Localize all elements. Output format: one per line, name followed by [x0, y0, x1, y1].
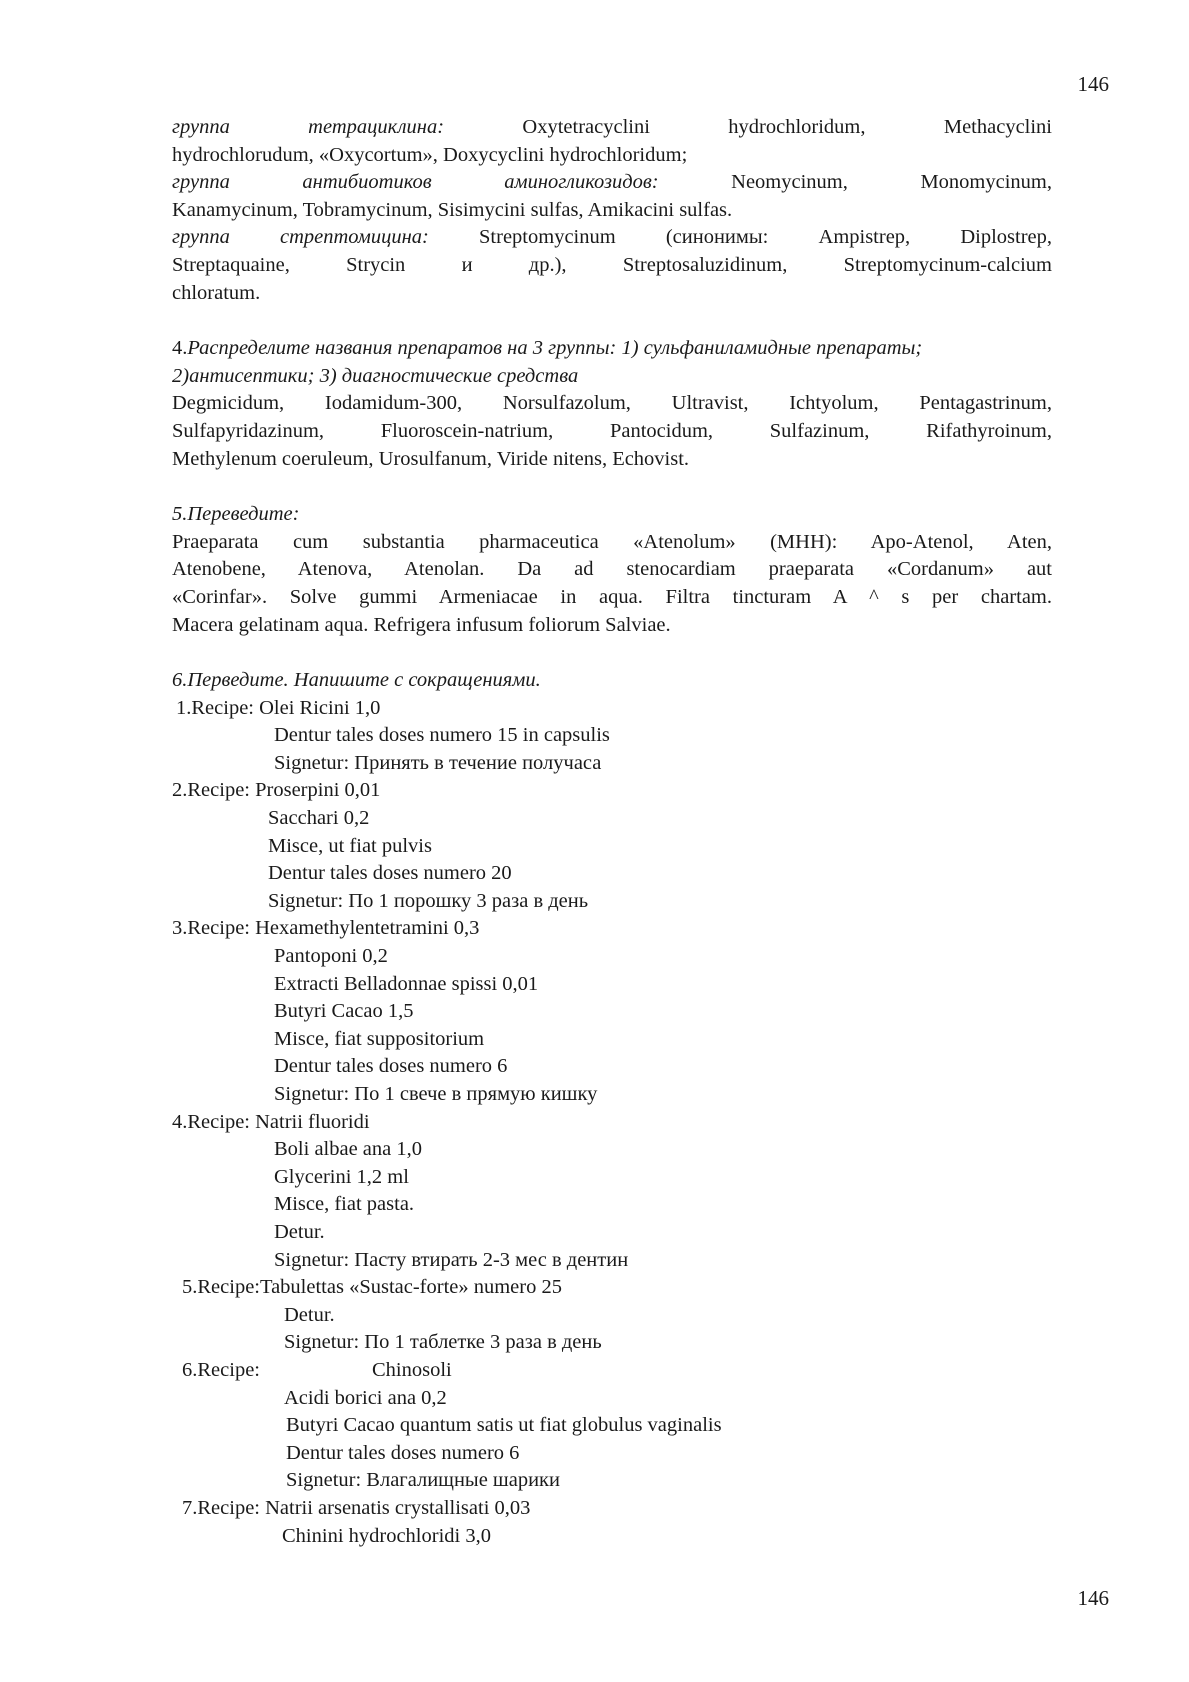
task-4-heading-line-1	[172, 335, 1052, 363]
recipe-3-line: Signetur: По 1 свече в прямую кишку	[274, 1083, 598, 1105]
recipe-7-head: 7.Recipe: Natrii arsenatis crystallisati 0,03	[182, 1496, 531, 1519]
task-4-heading-text-1: Распределите названия препаратов на 3 группы: 1) сульфаниламидные препараты;	[187, 337, 923, 360]
tetracycline-group-line-1	[172, 114, 1052, 142]
recipe-7-line: Chinini hydrochloridi 3,0	[282, 1524, 491, 1547]
recipe-4-line: Signetur: Пасту втирать 2-3 мес в дентин	[274, 1248, 629, 1271]
recipe-4-line: Misce, fiat pasta.	[274, 1193, 415, 1216]
recipe-6-head-drug: Chinosoli	[372, 1358, 452, 1381]
recipe-1-line: Dentur tales doses numero 15 in capsulis	[274, 724, 610, 747]
recipe-1	[172, 695, 1052, 778]
aminoglycoside-group-line-1	[172, 169, 1052, 197]
task-4-number: 4.	[172, 337, 188, 360]
recipe-1-line: Signetur: Принять в течение получаса	[274, 751, 602, 774]
task-4-heading-line-2: 2)антисептики; 3) диагностические средства	[172, 364, 579, 387]
streptomycin-group-line-1	[172, 224, 1052, 252]
recipe-1-head: 1.Recipe: Olei Ricini 1,0	[176, 696, 381, 719]
recipe-4-head: 4.Recipe: Natrii fluoridi	[172, 1110, 370, 1133]
task-5-line-2: Atenobene, Atenova, Atenolan. Da ad stenocardiam praeparata «Cordanum» aut	[172, 558, 1052, 581]
recipe-2-line: Misce, ut fiat pulvis	[268, 834, 432, 857]
task-4-line-2: Sulfapyridazinum, Fluoroscein-natrium, Pantocidum, Sulfazinum, Rifathyroinum,	[172, 419, 1052, 442]
tetracycline-group-label: группа тетрациклина:	[172, 116, 445, 138]
task-4-line-1: Degmicidum, Iodamidum-300, Norsulfazolum, Ultravist, Ichtyolum, Pentagastrinum,	[172, 392, 1052, 415]
tetracycline-group-drugs-1: Oxytetracyclini hydrochloridum, Methacyclini	[522, 116, 1053, 138]
recipe-6-line: Acidi borici ana 0,2	[284, 1386, 447, 1409]
recipe-5-line: Detur.	[284, 1303, 335, 1326]
document-body	[172, 114, 1052, 1550]
page-number-bottom: 146	[1077, 1586, 1109, 1610]
page-number-top: 146	[1077, 72, 1109, 96]
streptomycin-group-line-2: Streptaquaine, Strycin и др.), Streptosaluzidinum, Streptomycinum-calcium	[172, 253, 1052, 276]
recipe-4-line: Boli albae ana 1,0	[274, 1138, 423, 1161]
recipe-5-head: 5.Recipe:Tabulettas «Sustac-forte» numero 25	[182, 1276, 562, 1299]
task-5-heading: 5.Переведите:	[172, 503, 300, 526]
recipe-4-line: Detur.	[274, 1220, 325, 1243]
recipe-2-head: 2.Recipe: Proserpini 0,01	[172, 779, 381, 802]
recipe-6-line: Butyri Cacao quantum satis ut fiat globulus vaginalis	[286, 1414, 722, 1437]
recipe-7	[172, 1495, 1052, 1550]
recipe-6	[172, 1357, 1052, 1495]
recipe-6-line: Signetur: Влагалищные шарики	[286, 1469, 560, 1492]
recipe-3-line: Butyri Cacao 1,5	[274, 1000, 414, 1023]
streptomycin-group-label: группа стрептомицина:	[172, 226, 429, 249]
recipe-3-line: Pantoponi 0,2	[274, 945, 388, 968]
recipe-4	[172, 1109, 1052, 1275]
aminoglycoside-group-drugs-1: Neomycinum, Monomycinum,	[731, 171, 1052, 194]
task-5-line-3: «Corinfar». Solve gummi Armeniacae in aqua. Filtra tincturam A ^ s per chartam.	[172, 585, 1052, 608]
recipe-3-head: 3.Recipe: Hexamethylentetramini 0,3	[172, 917, 480, 940]
task-5-line-1: Praeparata cum substantia pharmaceutica «Atenolum» (MHH): Apo-Atenol, Aten,	[172, 530, 1052, 553]
recipe-6-line: Dentur tales doses numero 6	[286, 1441, 520, 1464]
recipe-3-line: Dentur tales doses numero 6	[274, 1055, 508, 1078]
recipe-2	[172, 777, 1052, 915]
streptomycin-group-line-3: chloratum.	[172, 281, 261, 304]
tetracycline-group-line-2: hydrochlorudum, «Oxycortum», Doxycyclini hydrochloridum;	[172, 143, 688, 166]
recipe-3-line: Misce, fiat suppositorium	[274, 1027, 485, 1050]
task-5-line-4: Macera gelatinam aqua. Refrigera infusum foliorum Salviae.	[172, 613, 671, 636]
recipe-4-line: Glycerini 1,2 ml	[274, 1165, 409, 1188]
aminoglycoside-group-line-2: Kanamycinum, Tobramycinum, Sisimycini sulfas, Amikacini sulfas.	[172, 198, 733, 221]
recipe-6-head-row	[172, 1357, 1052, 1385]
recipe-5	[172, 1274, 1052, 1357]
aminoglycoside-group-label: группа антибиотиков аминогликозидов:	[172, 171, 659, 194]
streptomycin-group-drugs-1: Streptomycinum (синонимы: Ampistrep, Diplostrep,	[479, 226, 1053, 249]
task-4-line-3: Methylenum coeruleum, Urosulfanum, Viride nitens, Echovist.	[172, 447, 690, 470]
recipe-3	[172, 915, 1052, 1108]
recipe-2-line: Sacchari 0,2	[268, 807, 370, 830]
recipe-5-line: Signetur: По 1 таблетке 3 раза в день	[284, 1331, 602, 1354]
recipe-6-head: 6.Recipe:	[182, 1358, 260, 1381]
recipe-2-line: Dentur tales doses numero 20	[268, 862, 512, 885]
recipe-2-line: Signetur: По 1 порошку 3 раза в день	[268, 889, 589, 912]
recipe-3-line: Extracti Belladonnae spissi 0,01	[274, 972, 539, 995]
task-6-heading: 6.Перведите. Напишите с сокращениями.	[172, 669, 541, 692]
